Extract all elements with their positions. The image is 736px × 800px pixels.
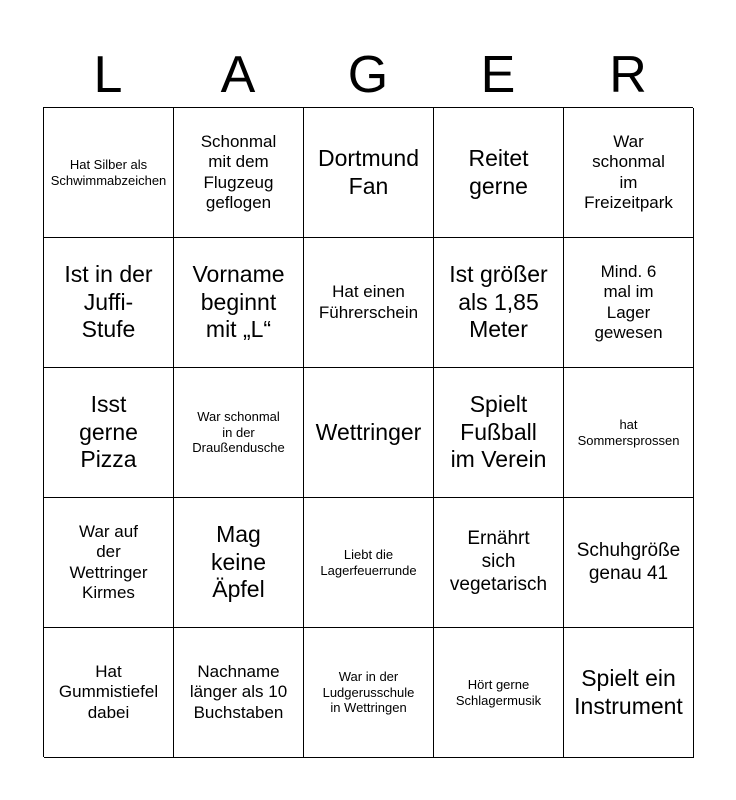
cell-label: Spielt Fußball im Verein [450,391,547,473]
header-letter-a: A [220,46,256,104]
bingo-cell[interactable] [304,108,434,238]
bingo-cell[interactable] [434,108,564,238]
cell-label: Liebt die Lagerfeuerrunde [320,546,417,578]
cell-label: Mind. 6 mal im Lager gewesen [594,261,663,342]
bingo-cell[interactable] [434,628,564,758]
bingo-cell[interactable] [44,108,174,238]
bingo-cell[interactable] [564,238,694,368]
header-letter-r: R [609,46,647,104]
header-letter-e: E [480,46,516,104]
cell-label: Ernährt sich vegetarisch [449,528,548,595]
cell-label: Isst gerne Pizza [79,391,138,473]
bingo-header [43,42,693,108]
cell-label: War auf der Wettringer Kirmes [69,521,148,602]
cell-label: hat Sommersprossen [577,416,680,448]
bingo-cell[interactable] [434,368,564,498]
bingo-cell[interactable] [174,368,304,498]
bingo-cell[interactable] [564,628,694,758]
bingo-cell[interactable] [174,108,304,238]
bingo-cell[interactable] [44,628,174,758]
cell-label: Hat Silber als Schwimmabzeichen [50,156,167,188]
cell-label: Wettringer [315,418,422,445]
cell-label: War schonmal in der Draußendusche [192,409,285,456]
bingo-cell[interactable] [174,628,304,758]
bingo-cell[interactable] [564,498,694,628]
cell-label: Reitet gerne [468,144,529,199]
header-letter-l: L [93,46,123,104]
bingo-cell[interactable] [304,498,434,628]
bingo-cell[interactable] [44,368,174,498]
cell-label: Ist in der Juffi- Stufe [64,261,153,343]
cell-label: Schonmal mit dem Flugzeug geflogen [200,131,277,212]
cell-label: Nachname länger als 10 Buchstaben [189,661,288,722]
bingo-cell[interactable] [564,108,694,238]
bingo-cell[interactable] [304,628,434,758]
cell-label: Spielt ein Instrument [574,664,683,719]
cell-label: War schonmal im Freizeitpark [584,131,673,212]
bingo-cell[interactable] [304,368,434,498]
bingo-cell[interactable] [304,238,434,368]
cell-label: Schuhgröße genau 41 [576,539,681,584]
cell-label: Ist größer als 1,85 Meter [449,261,548,343]
bingo-cell[interactable] [434,238,564,368]
cell-label: Vorname beginnt mit „L“ [192,261,285,343]
cell-label: War in der Ludgerusschule in Wettringen [322,669,415,716]
cell-label: Hat Gummistiefel dabei [58,661,159,722]
bingo-cell[interactable] [44,498,174,628]
cell-label: Mag keine Äpfel [211,521,266,603]
bingo-cell[interactable] [434,498,564,628]
cell-label: Hat einen Führerschein [318,282,419,322]
bingo-cell[interactable] [564,368,694,498]
bingo-grid [43,107,693,757]
cell-label: Dortmund Fan [318,144,419,199]
bingo-cell[interactable] [44,238,174,368]
cell-label: Hört gerne Schlagermusik [455,676,542,708]
bingo-cell[interactable] [174,238,304,368]
header-letter-g: G [347,46,389,104]
bingo-cell[interactable] [174,498,304,628]
